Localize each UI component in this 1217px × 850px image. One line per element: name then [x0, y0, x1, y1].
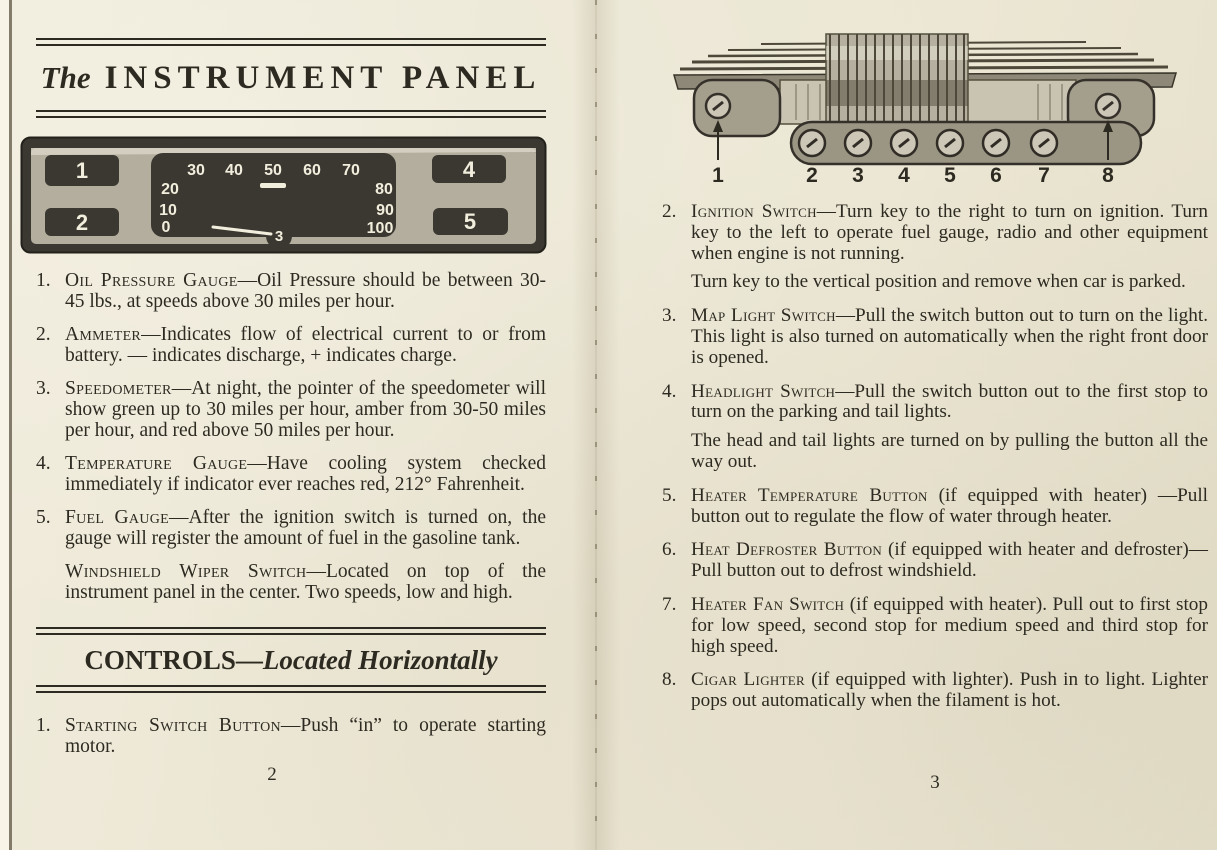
item-term: Heat Defroster Button: [691, 539, 883, 561]
item-text: —Indicates flow of electrical current to or from battery. — indicates discharge, + indicates charge.: [65, 324, 546, 366]
gauge-window-1: [45, 155, 119, 186]
item-term: Heater Temperature Button: [691, 484, 928, 506]
list-item: [36, 378, 546, 441]
list-item: [662, 202, 1208, 293]
gauge-window-5: [433, 208, 508, 235]
speedo-scale-number: 0: [161, 219, 171, 236]
scan-edge-left-line: [9, 0, 12, 850]
speedo-scale-number: 70: [342, 162, 360, 179]
item-text: —Pull the switch button out to the first stop to turn on the parking and tail lights.: [691, 380, 1208, 423]
gauge-label-2: 2: [75, 210, 89, 235]
item-term: Oil Pressure Gauge: [65, 270, 238, 291]
speedo-scale-number: 100: [366, 220, 394, 237]
scan-edge-left-paper: [0, 0, 9, 850]
binding-stitch-line: [595, 0, 597, 850]
page-number-right: 3: [930, 772, 940, 793]
item-text: —Located on top of the instrument panel in the center. Two speeds, low and high.: [65, 561, 546, 603]
controls-title-sub: Located Horizontally: [262, 645, 498, 675]
list-item: [662, 382, 1208, 473]
speedo-scale-number: 20: [161, 181, 179, 198]
item-text: (if equipped with heater) —Pull button out to regulate the flow of water through heater.: [691, 484, 1209, 527]
item-number: 5.: [36, 507, 51, 528]
item-text: —Pull the switch button out to turn on the light. This light is also turned on automatically when the right front door is opened.: [691, 305, 1208, 368]
item-text: (if equipped with heater). Pull out to first stop for low speed, second stop for medium speed and third stop for high speed.: [691, 593, 1208, 657]
item-text: —At night, the pointer of the speedometer will show green up to 30 miles per hour, amber from 30-50 miles per hour, and red above 50 miles per hour.: [65, 378, 546, 441]
item-term: Ignition Switch: [691, 201, 817, 222]
item-number: 6.: [662, 539, 677, 561]
item-number: 3.: [36, 378, 51, 399]
controls-illustration: [666, 28, 1186, 188]
item-text: —After the ignition switch is turned on, the gauge will register the amount of fuel in the gasoline tank.: [65, 507, 546, 549]
left-page: [36, 30, 546, 769]
right-page: [662, 28, 1208, 725]
wiper-switch-paragraph: [65, 561, 546, 603]
item-text-2: Turn key to the vertical position and remove when car is parked.: [691, 271, 1186, 293]
item-number: 2.: [36, 324, 51, 345]
gauge-window-4: [432, 155, 506, 183]
item-term: Ammeter: [65, 324, 142, 345]
gauge-label-5: 5: [463, 209, 477, 234]
item-number: 8.: [662, 669, 677, 691]
item-term: Windshield Wiper Switch: [65, 561, 307, 582]
speedo-scale-number: 30: [187, 162, 205, 179]
item-term: Heater Fan Switch: [691, 593, 845, 615]
list-item: [662, 595, 1208, 657]
item-number: 1.: [36, 270, 51, 291]
diagram-label-6: 6: [990, 164, 1002, 187]
controls-section-heading: [36, 627, 546, 693]
gauge-label-3: 3: [274, 228, 284, 245]
item-number: 5.: [662, 484, 677, 506]
item-text: —Oil Pressure should be between 30-45 lbs., at speeds above 30 miles per hour.: [65, 270, 547, 312]
controls-title-main: CONTROLS: [84, 645, 236, 675]
list-item: [36, 507, 546, 549]
knob-bar: [791, 122, 1141, 164]
speedo-scale-number: 90: [376, 202, 394, 219]
speaker-grille: [826, 34, 968, 124]
controls-title-dash: —: [235, 645, 263, 675]
gauge-label-4: 4: [462, 157, 476, 182]
speedo-scale-number: 60: [303, 162, 321, 179]
item-text: —Have cooling system checked immediately if indicator ever reaches red, 212° Fahrenheit.: [65, 453, 546, 495]
item-number: 1.: [36, 715, 51, 736]
controls-title: [36, 644, 546, 676]
item-term: Headlight Switch: [691, 380, 836, 402]
title-word-the: The: [40, 60, 91, 95]
speedo-scale-number: 40: [225, 162, 243, 179]
speedo-scale-number: 80: [375, 181, 393, 198]
item-term: Speedometer: [65, 378, 172, 399]
instrument-panel-figure: [36, 136, 546, 254]
item-term: Starting Switch Button: [65, 715, 281, 736]
item-number: 2.: [662, 201, 677, 222]
diagram-label-8: 8: [1102, 164, 1114, 187]
title-main-text: INSTRUMENT PANEL: [104, 60, 542, 96]
list-item: [36, 453, 546, 495]
gauge-label-1: 1: [75, 158, 89, 183]
item-term: Cigar Lighter: [691, 669, 806, 691]
item-number: 7.: [662, 593, 677, 615]
speedo-scale-number: 10: [159, 202, 177, 219]
diagram-label-7: 7: [1038, 164, 1050, 187]
item-text-2: The head and tail lights are turned on by pulling the button all the way out.: [691, 430, 1208, 472]
list-item: [36, 270, 546, 312]
list-item: [662, 540, 1208, 582]
item-number: 3.: [662, 305, 677, 327]
gauge-window-2: [45, 208, 119, 236]
item-number: 4.: [36, 453, 51, 474]
page-number-left: 2: [267, 764, 277, 785]
page-title: [36, 58, 546, 98]
diagram-label-2: 2: [806, 164, 818, 187]
list-item: [662, 486, 1208, 528]
item-text: (if equipped with heater and defroster)—Pull button out to defrost windshield.: [691, 539, 1208, 582]
list-item: [662, 306, 1208, 368]
item-text: —Push “in” to operate starting motor.: [65, 715, 546, 757]
item-term: Fuel Gauge: [65, 507, 170, 528]
controls-rule-top: [36, 627, 546, 635]
item-text: (if equipped with lighter). Push in to light. Lighter pops out automatically when the filament is hot.: [691, 669, 1208, 712]
list-item: [662, 670, 1208, 712]
item-term: Temperature Gauge: [65, 453, 248, 474]
diagram-label-3: 3: [852, 164, 864, 187]
title-rule-top: [36, 38, 546, 46]
item-number: 4.: [662, 380, 677, 402]
instrument-panel-illustration: [20, 136, 547, 254]
diagram-label-4: 4: [898, 164, 910, 187]
diagram-label-1: 1: [712, 164, 724, 187]
list-item: [36, 324, 546, 366]
list-item: [36, 715, 546, 757]
controls-figure: [662, 28, 1208, 188]
item-term: Map Light Switch: [691, 305, 836, 327]
speedometer-window: [151, 153, 396, 249]
title-rule-bottom: [36, 110, 546, 118]
item-text: —Turn key to the right to turn on ignition. Turn key to the left to operate fuel gauge, radio and other equipment when engine is not running.: [691, 201, 1208, 264]
odometer-dash: [260, 183, 286, 188]
diagram-label-5: 5: [944, 164, 956, 187]
controls-rule-bottom: [36, 685, 546, 693]
speedo-scale-number: 50: [264, 162, 282, 179]
left-end-cap: [694, 80, 780, 136]
